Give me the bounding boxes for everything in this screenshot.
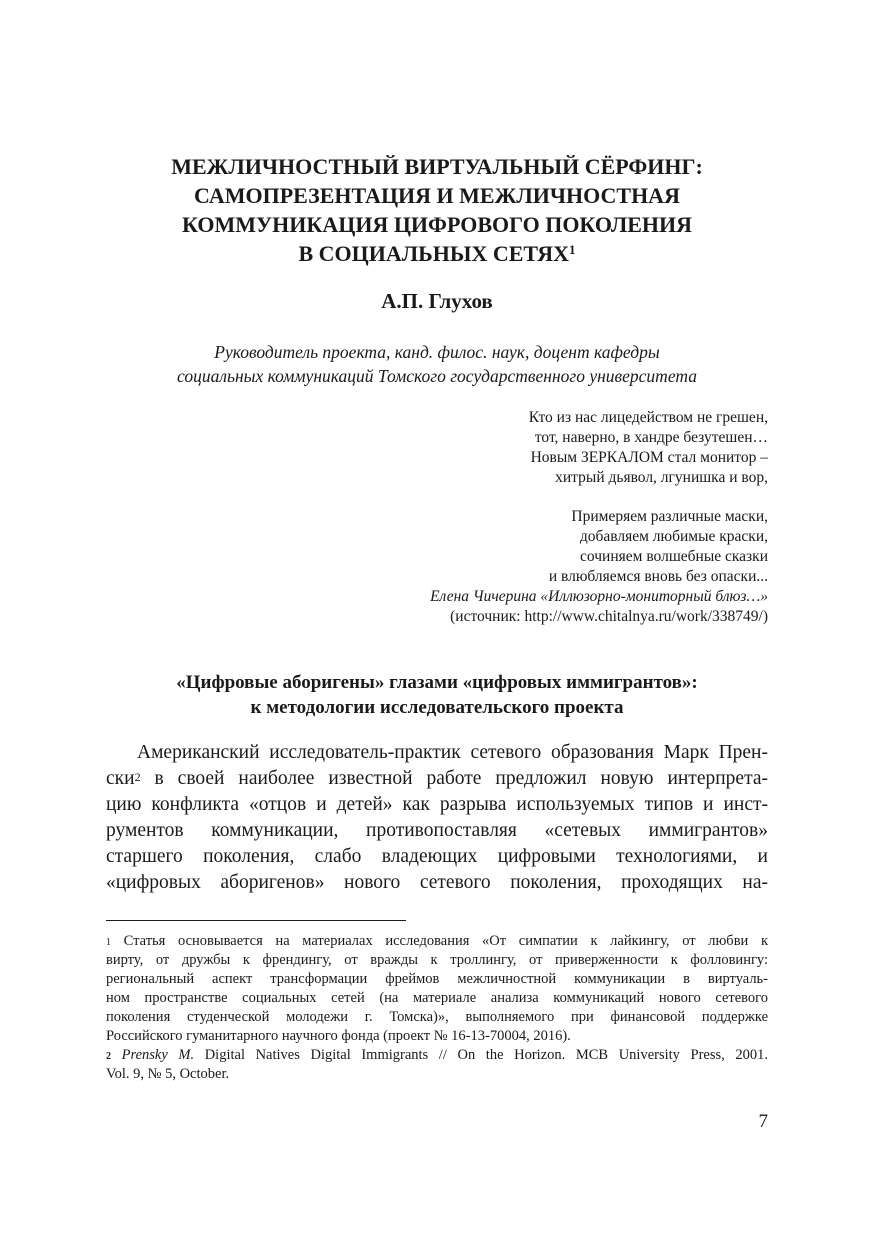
body-paragraph (106, 740, 768, 896)
epigraph-source-link[interactable]: (источник: http://www.chitalnya.ru/work/338749/) (450, 608, 768, 625)
footnote-1-line: региональный аспект трансформации фреймов межличностной коммуникации в виртуаль- (106, 971, 768, 987)
body-line: старшего поколения, слабо владеющих цифровыми технологиями, и (106, 846, 768, 867)
section-heading-line: к методологии исследовательского проекта (250, 697, 624, 718)
author-affiliation (80, 340, 794, 388)
epigraph-line: хитрый дьявол, лгунишка и вор, (555, 469, 768, 486)
title-footnote-mark[interactable]: 1 (569, 242, 576, 257)
body-line (106, 766, 768, 792)
section-heading-line: «Цифровые аборигены» глазами «цифровых иммигрантов»: (176, 672, 698, 693)
body-line: цию конфликта «отцов и детей» как разрыва используемых типов и инст- (106, 794, 768, 815)
epigraph-attribution: Елена Чичерина «Иллюзорно-мониторный блюз…» (430, 588, 768, 605)
footnote-2-text: Digital Natives Digital Immigrants // On the Horizon. MCB University Press, 2001. (194, 1047, 768, 1063)
title-line (100, 239, 774, 268)
article-title (100, 152, 774, 268)
footnote-1-line: поколения студенческой молодежи г. Томска)», выполняемого при финансовой поддержке (106, 1009, 768, 1025)
affiliation-line: Руководитель проекта, канд. филос. наук, доцент кафедры (214, 342, 660, 362)
footnote-2-author: Prensky M. (121, 1047, 195, 1063)
body-line: Американский исследователь-практик сетевого образования Марк Прен- (137, 742, 768, 763)
page-number: 7 (758, 1111, 768, 1132)
epigraph-line: Новым ЗЕРКАЛОМ стал монитор – (530, 449, 768, 466)
title-line: МЕЖЛИЧНОСТНЫЙ ВИРТУАЛЬНЫЙ СЁРФИНГ: (171, 154, 703, 179)
body-text: ски (106, 768, 135, 789)
footnote-ref-2[interactable]: 2 (134, 770, 141, 784)
footnote-1-text: Статья основывается на материалах исследования «От симпатии к лайкингу, от любви к (111, 933, 768, 949)
footnote-2-line (106, 1046, 768, 1065)
footnote-1-line: ном пространстве социальных сетей (на материале анализа коммуникаций нового сетевого (106, 990, 768, 1006)
footnote-1-line: Российского гуманитарного научного фонда (проект № 16-13-70004, 2016). (106, 1028, 571, 1044)
body-text: в своей наиболее известной работе предложил новую интерпрета- (140, 768, 768, 789)
footnote-2-mark: 2 (106, 1051, 111, 1062)
epigraph-line: сочиняем волшебные сказки (580, 548, 768, 565)
epigraph-line: добавляем любимые краски, (579, 528, 768, 545)
author-name: А.П. Глухов (381, 289, 493, 313)
epigraph-stanza-2 (430, 507, 768, 627)
epigraph-line: и влюбляемся вновь без опаски... (548, 568, 768, 585)
footnotes (106, 932, 768, 1084)
section-heading (100, 670, 774, 720)
title-line-text: В СОЦИАЛЬНЫХ СЕТЯХ (298, 241, 569, 266)
footnote-1-mark: 1 (106, 937, 111, 948)
epigraph-line: тот, наверно, в хандре безутешен… (534, 429, 768, 446)
affiliation-line: социальных коммуникаций Томского государственного университета (177, 366, 697, 386)
epigraph-line: Примеряем различные маски, (571, 508, 768, 525)
body-line: рументов коммуникации, противопоставляя «сетевых иммигрантов» (106, 820, 768, 841)
footnote-1-line (106, 932, 768, 951)
body-line: «цифровых аборигенов» нового сетевого поколения, проходящих на- (106, 872, 768, 893)
epigraph-line: Кто из нас лицедейством не грешен, (528, 409, 768, 426)
footnote-1-line: вирту, от дружбы к френдингу, от вражды к троллингу, от приверженности к фолловингу: (106, 952, 768, 968)
footnote-2-line: Vol. 9, № 5, October. (106, 1066, 230, 1082)
footnote-divider (106, 920, 406, 921)
title-line: САМОПРЕЗЕНТАЦИЯ И МЕЖЛИЧНОСТНАЯ (194, 183, 680, 208)
epigraph-stanza-1 (529, 408, 768, 488)
title-line: КОММУНИКАЦИЯ ЦИФРОВОГО ПОКОЛЕНИЯ (181, 212, 693, 237)
